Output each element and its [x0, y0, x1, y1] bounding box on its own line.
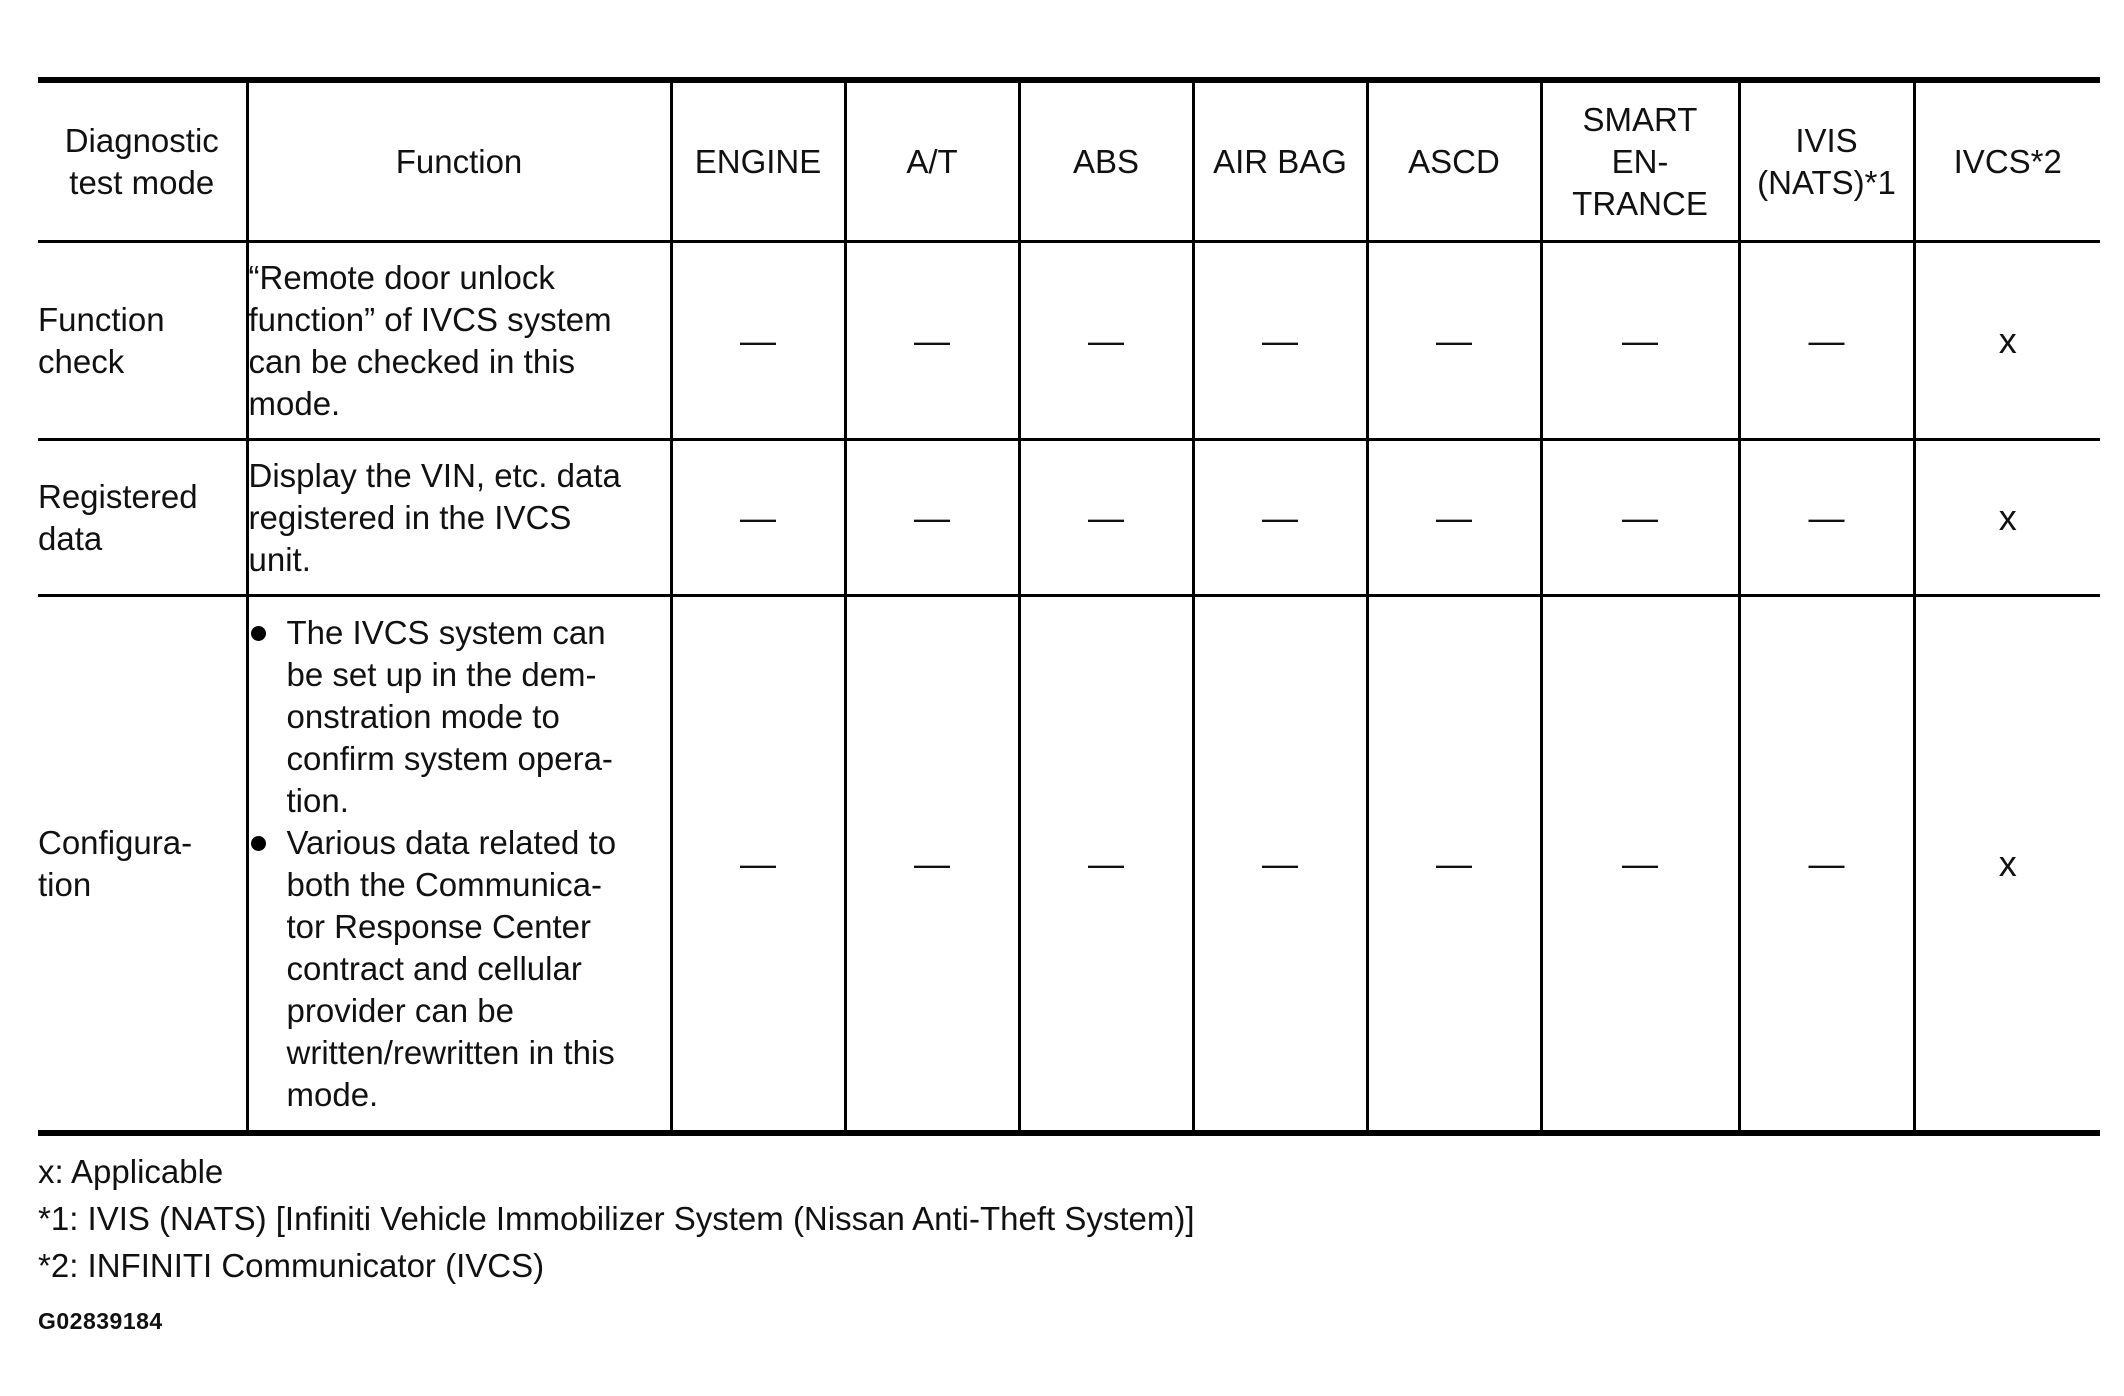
engine-cell: — [671, 242, 845, 440]
table-header-row [38, 80, 2100, 242]
table-row [38, 242, 2100, 440]
header-label: IVCS*2 [1953, 142, 2062, 180]
air-bag-cell: — [1193, 242, 1367, 440]
at-cell: — [845, 440, 1019, 596]
header-label: SMART EN- TRANCE [1572, 100, 1708, 222]
header-ivis-nats [1739, 80, 1914, 242]
engine-cell: — [671, 596, 845, 1134]
header-ascd [1367, 80, 1541, 242]
header-label: ENGINE [694, 142, 822, 180]
mode-cell [38, 596, 247, 1134]
smart-entrance-cell: — [1541, 242, 1739, 440]
header-label: A/T [906, 142, 958, 180]
table-row [38, 596, 2100, 1134]
document-page [38, 77, 2100, 1136]
footnote-ivis-nats: *1: IVIS (NATS) [Infiniti Vehicle Immobilizer System (Nissan Anti-Theft System)] [38, 1200, 1195, 1237]
at-cell: — [845, 242, 1019, 440]
list-item [249, 612, 670, 822]
header-diagnostic-test-mode [38, 80, 247, 242]
header-smart-entrance [1541, 80, 1739, 242]
abs-cell: — [1019, 596, 1193, 1134]
mode-label: Registered data [38, 477, 198, 557]
abs-cell: — [1019, 440, 1193, 596]
figure-id: G02839184 [38, 1308, 163, 1334]
function-cell [247, 596, 671, 1134]
function-description: Display the VIN, etc. data registered in the IVCS unit. [248, 456, 621, 578]
mode-label: Function check [38, 300, 165, 380]
ascd-cell: — [1367, 440, 1541, 596]
abs-cell: — [1019, 242, 1193, 440]
function-description: “Remote door unlock function” of IVCS system can be checked in this mode. [248, 258, 612, 422]
ivis-nats-cell: — [1739, 440, 1914, 596]
header-label: ABS [1072, 142, 1140, 180]
bullet-icon [251, 626, 266, 641]
air-bag-cell: — [1193, 440, 1367, 596]
ascd-cell: — [1367, 596, 1541, 1134]
table-row [38, 440, 2100, 596]
footnotes [38, 1148, 1195, 1289]
air-bag-cell: — [1193, 596, 1367, 1134]
header-engine [671, 80, 845, 242]
bullet-text: The IVCS system can be set up in the dem- onstration mode to confirm system opera- tion. [286, 613, 613, 819]
mode-cell [38, 242, 247, 440]
ivcs-cell: x [1914, 440, 2100, 596]
header-label: Function [395, 142, 523, 180]
ivcs-cell: x [1914, 242, 2100, 440]
smart-entrance-cell: — [1541, 440, 1739, 596]
at-cell: — [845, 596, 1019, 1134]
header-ivcs [1914, 80, 2100, 242]
function-bullet-list [249, 612, 670, 1116]
footnote-applicable: x: Applicable [38, 1153, 224, 1190]
header-air-bag [1193, 80, 1367, 242]
function-cell [247, 242, 671, 440]
header-label: IVIS (NATS)*1 [1757, 121, 1896, 201]
ascd-cell: — [1367, 242, 1541, 440]
header-abs [1019, 80, 1193, 242]
mode-cell [38, 440, 247, 596]
header-label: Diagnostic test mode [64, 121, 219, 201]
header-label: ASCD [1408, 142, 1500, 180]
function-cell [247, 440, 671, 596]
bullet-icon [251, 836, 266, 851]
header-function [247, 80, 671, 242]
diagnostic-mode-table [38, 77, 2100, 1136]
engine-cell: — [671, 440, 845, 596]
smart-entrance-cell: — [1541, 596, 1739, 1134]
header-label: AIR BAG [1213, 142, 1347, 180]
footnote-ivcs: *2: INFINITI Communicator (IVCS) [38, 1247, 545, 1284]
mode-label: Configura- tion [38, 823, 193, 903]
list-item [249, 822, 670, 1116]
ivis-nats-cell: — [1739, 596, 1914, 1134]
bullet-text: Various data related to both the Communica- tor Response Center contract and cellular provider can be written/rewritten in this mode. [286, 823, 617, 1113]
ivcs-cell: x [1914, 596, 2100, 1134]
ivis-nats-cell: — [1739, 242, 1914, 440]
header-at [845, 80, 1019, 242]
